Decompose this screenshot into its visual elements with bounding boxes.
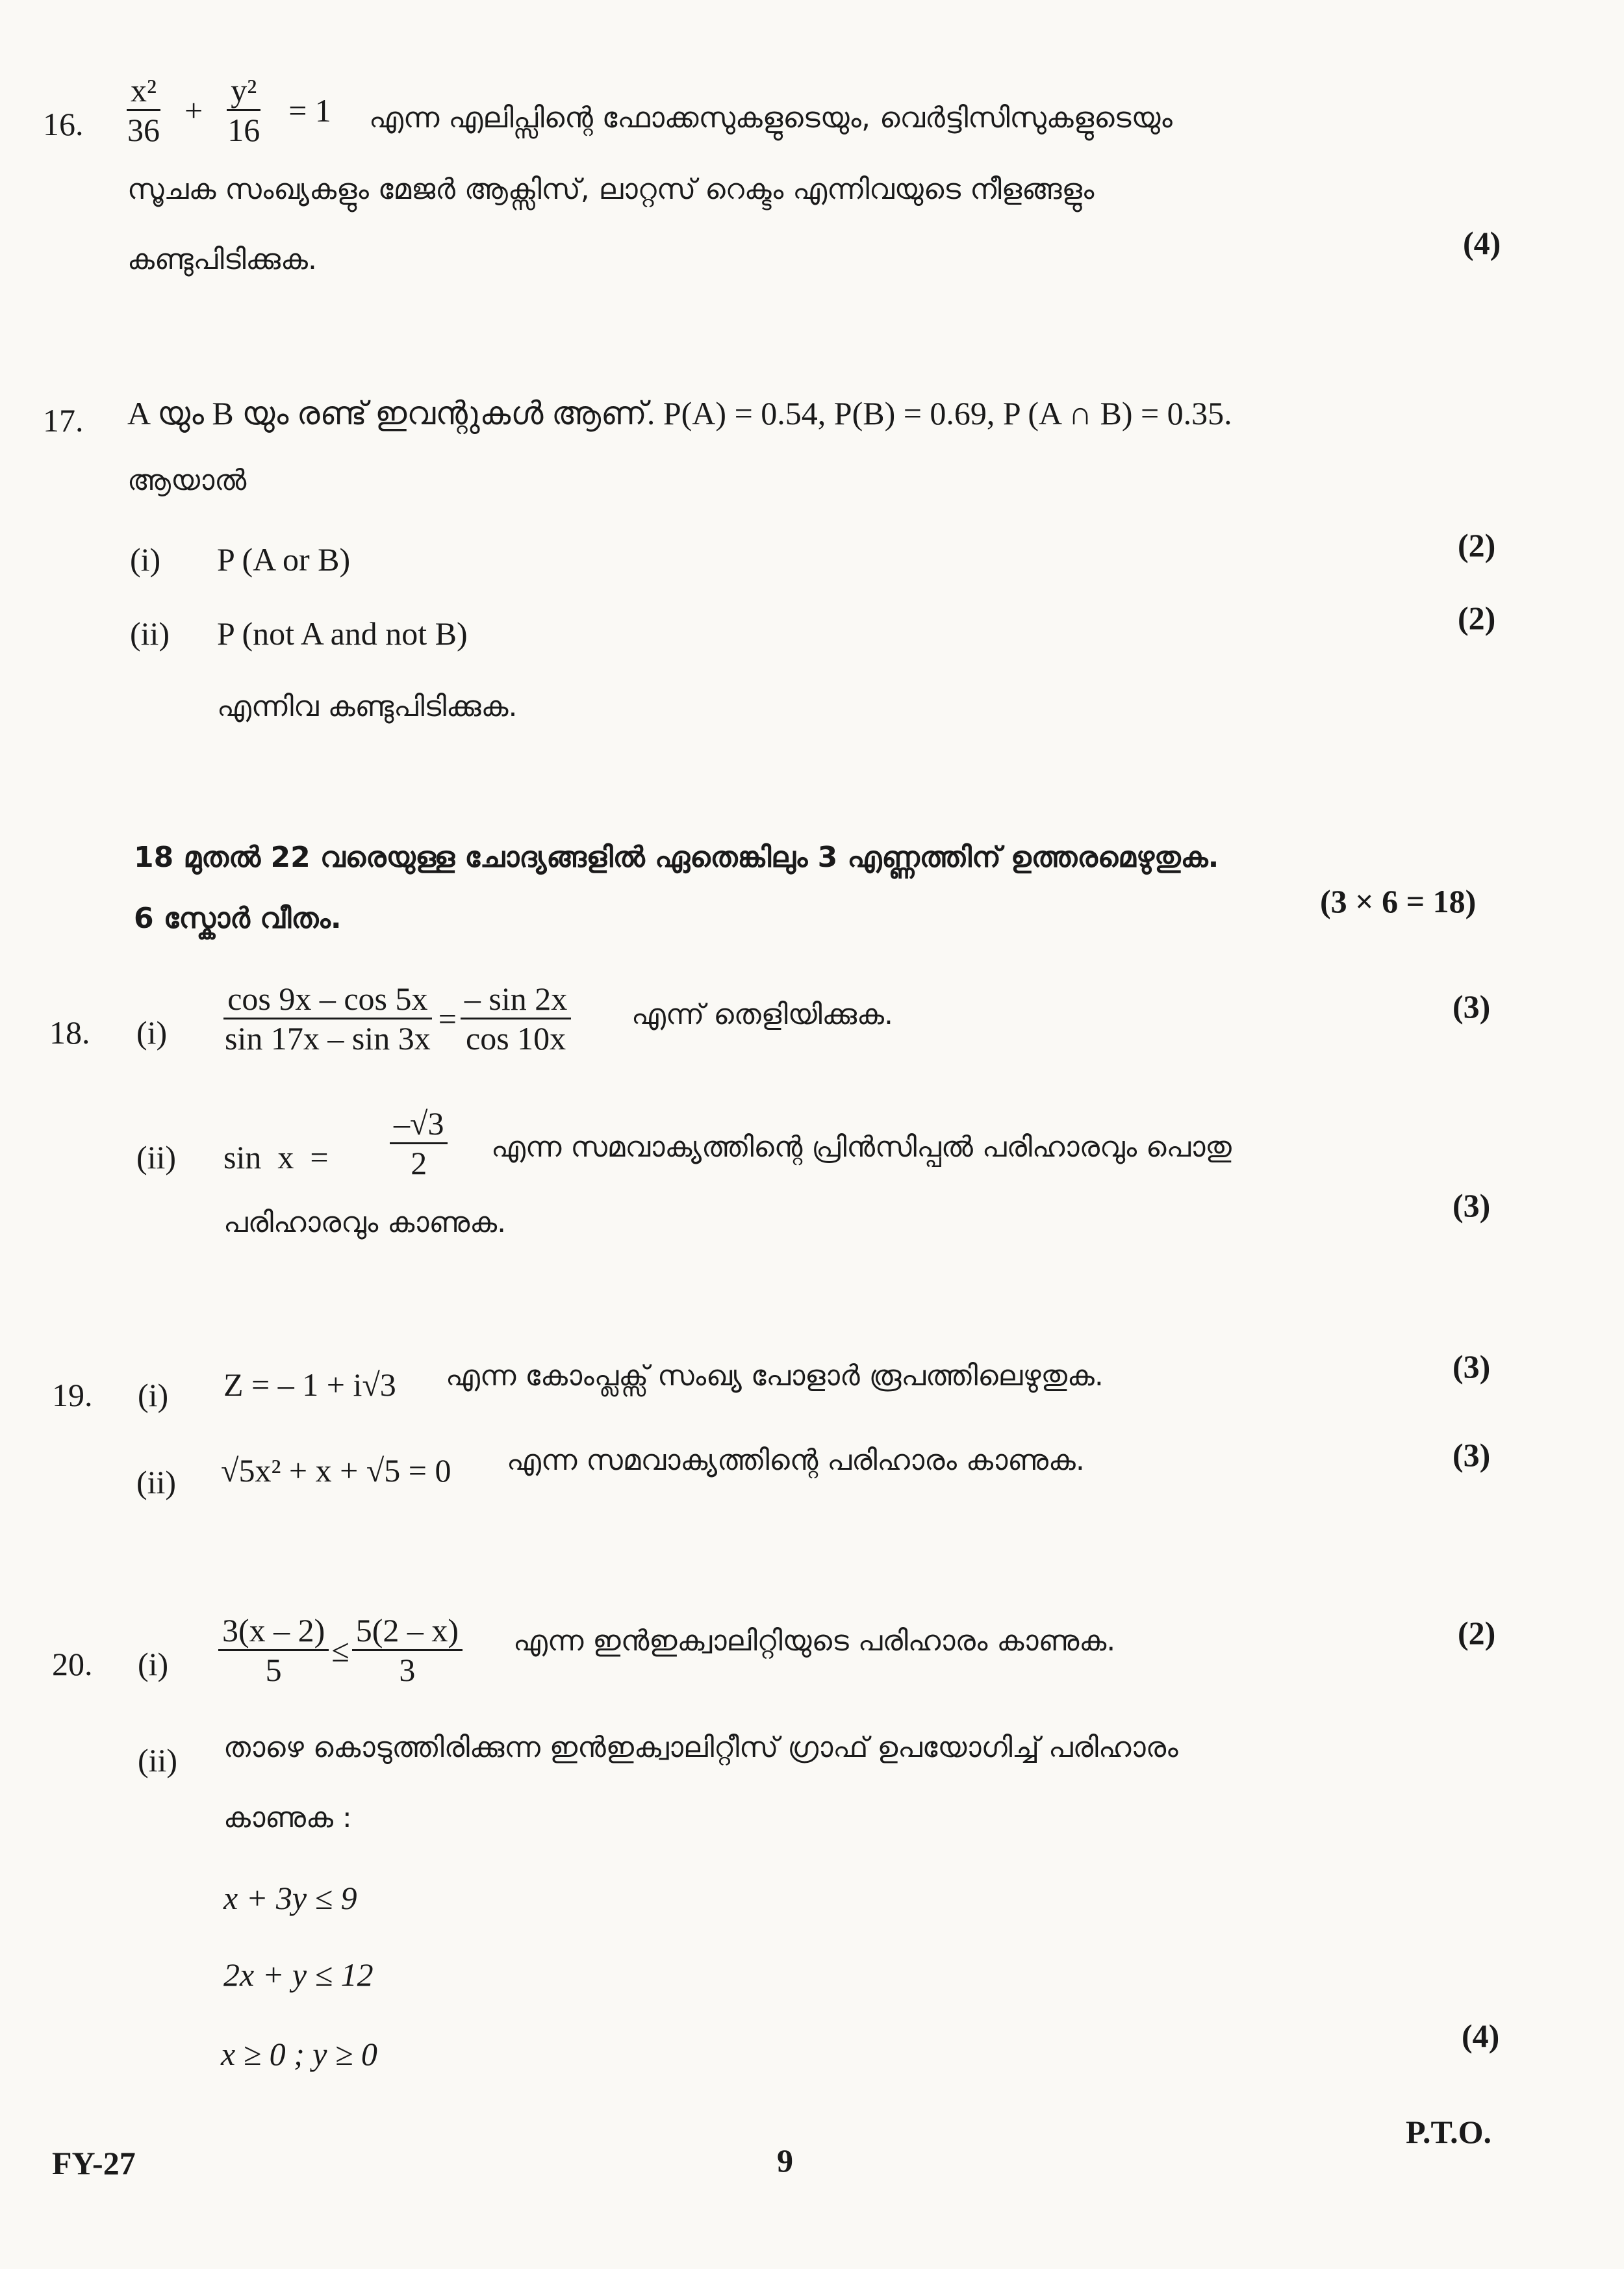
- q17-line1: A യും B യും രണ്ട് ഇവന്റുകൾ ആണ്. P(A) = 0.54, P(B) = 0.69, P (A ∩ B) = 0.35.: [127, 395, 1232, 431]
- q19-ii-label: (ii): [136, 1464, 177, 1500]
- q17-line2: ആയാൽ: [127, 464, 247, 497]
- footer-pto: P.T.O.: [1406, 2114, 1491, 2150]
- q18-ii-text1: എന്ന സമവാക്യത്തിന്റെ പ്രിൻസിപ്പൽ പരിഹാരവും പൊതു: [491, 1131, 1232, 1164]
- q20-ii-text1: താഴെ കൊടുത്തിരിക്കുന്ന ഇൻഇക്വാലിറ്റീസ് ഗ്രാഫ് ഉപയോഗിച്ച് പരിഹാരം: [223, 1731, 1178, 1764]
- q16-text-line1: എന്ന എലിപ്സിന്റെ ഫോക്കസുകളുടെയും, വെർട്ടിസിസുകളുടെയും: [369, 101, 1173, 135]
- section-instruction-line2: 6 സ്കോർ വീതം.: [134, 902, 342, 935]
- q17-closing: എന്നിവ കണ്ടുപിടിക്കുക.: [217, 690, 518, 723]
- q18-ii-fraction: $\frac{-√3}{2}$: [390, 1105, 448, 1182]
- q17-ii-text: P (not A and not B): [217, 615, 468, 652]
- q20-number: 20.: [52, 1646, 93, 1682]
- q18-i-text: എന്ന് തെളിയിക്കുക.: [631, 998, 893, 1031]
- q20-inequality-3: x ≥ 0 ; y ≥ 0: [221, 2036, 377, 2072]
- section-instruction-line1: 18 മുതൽ 22 വരെയുള്ള ചോദ്യങ്ങളിൽ ഏതെങ്കിലും 3 എണ്ണത്തിന് ഉത്തരമെഴുതുക.: [134, 841, 1219, 874]
- q19-number: 19.: [52, 1377, 93, 1413]
- q16-marks: (4): [1463, 225, 1501, 261]
- q19-ii-marks: (3): [1453, 1437, 1491, 1473]
- q17-ii-label: (ii): [130, 615, 170, 652]
- q20-ii-label: (ii): [138, 1742, 178, 1778]
- q19-i-label: (i): [138, 1377, 169, 1413]
- q18-i-marks: (3): [1453, 988, 1491, 1025]
- q16-number: 16.: [43, 106, 84, 142]
- q20-ii-marks: (4): [1462, 2018, 1500, 2054]
- q18-i-rhs: $\frac{- \sin 2x}{\cos 10x}$: [461, 980, 571, 1057]
- q20-inequality-2: 2x + y ≤ 12: [223, 1956, 374, 1993]
- q20-i-label: (i): [138, 1646, 169, 1682]
- q20-i-marks: (2): [1458, 1615, 1496, 1651]
- q18-i-equation: $\frac{\cos 9x - \cos 5x}{\sin 17x - \sin 3x}$ = $\frac{- \sin 2x}{\cos 10x}$: [221, 980, 571, 1057]
- q20-i-rhs: $\frac{5(2 - x)}{3}$: [352, 1611, 463, 1689]
- section-marks: (3 × 6 = 18): [1320, 883, 1477, 919]
- q20-ii-text2: കാണുക :: [223, 1801, 352, 1834]
- q16-text-line3: കണ്ടുപിടിക്കുക.: [127, 243, 317, 276]
- q18-ii-label: (ii): [136, 1139, 177, 1175]
- q18-i-lhs: $\frac{\cos 9x - \cos 5x}{\sin 17x - \sin 3x}$: [225, 981, 431, 1057]
- q19-i-text: എന്ന കോംപ്ലക്സ് സംഖ്യ പോളാർ രൂപത്തിലെഴുതുക.: [446, 1359, 1104, 1392]
- q17-number: 17.: [43, 402, 84, 439]
- q17-i-text: P (A or B): [217, 541, 351, 578]
- q20-i-text: എന്ന ഇൻഇക്വാലിറ്റിയുടെ പരിഹാരം കാണുക.: [513, 1624, 1116, 1658]
- q16-text-line2: സൂചക സംഖ്യകളും മേജർ ആക്സിസ്, ലാറ്റസ് റെക്ടം എന്നിവയുടെ നീളങ്ങളും: [127, 173, 1095, 206]
- q16-frac-x: $\frac{\text{x²}}{36}$: [127, 72, 160, 148]
- q18-ii-lhs: sin x =: [223, 1139, 329, 1175]
- q19-i-marks: (3): [1453, 1348, 1491, 1385]
- q19-ii-math: √5x² + x + √5 = 0: [221, 1452, 451, 1489]
- q19-ii-text: എന്ന സമവാക്യത്തിന്റെ പരിഹാരം കാണുക.: [507, 1444, 1085, 1477]
- q17-i-marks: (2): [1458, 527, 1496, 563]
- q16-equation: $\frac{\text{x²}}{36}$ + $\frac{\text{y²}}{16}$ = 1: [123, 71, 331, 149]
- footer-paper-code: FY-27: [52, 2145, 136, 2181]
- q18-i-label: (i): [136, 1014, 168, 1051]
- q17-i-label: (i): [130, 541, 161, 578]
- q20-inequality-1: x + 3y ≤ 9: [223, 1880, 357, 1916]
- q18-ii-marks: (3): [1453, 1187, 1491, 1224]
- q18-number: 18.: [49, 1014, 90, 1051]
- q20-i-lhs: $\frac{3(x - 2)}{5}$: [218, 1611, 329, 1689]
- q19-i-math: Z = – 1 + i√3: [223, 1366, 396, 1403]
- footer-page-number: 9: [777, 2142, 793, 2179]
- q16-frac-y: $\frac{\text{y²}}{16}$: [227, 72, 260, 148]
- q18-ii-text2: പരിഹാരവും കാണുക.: [223, 1206, 507, 1239]
- q20-i-equation: $\frac{3(x - 2)}{5}$ ≤ $\frac{5(2 - x)}{3}$: [218, 1611, 463, 1689]
- q17-ii-marks: (2): [1458, 600, 1496, 636]
